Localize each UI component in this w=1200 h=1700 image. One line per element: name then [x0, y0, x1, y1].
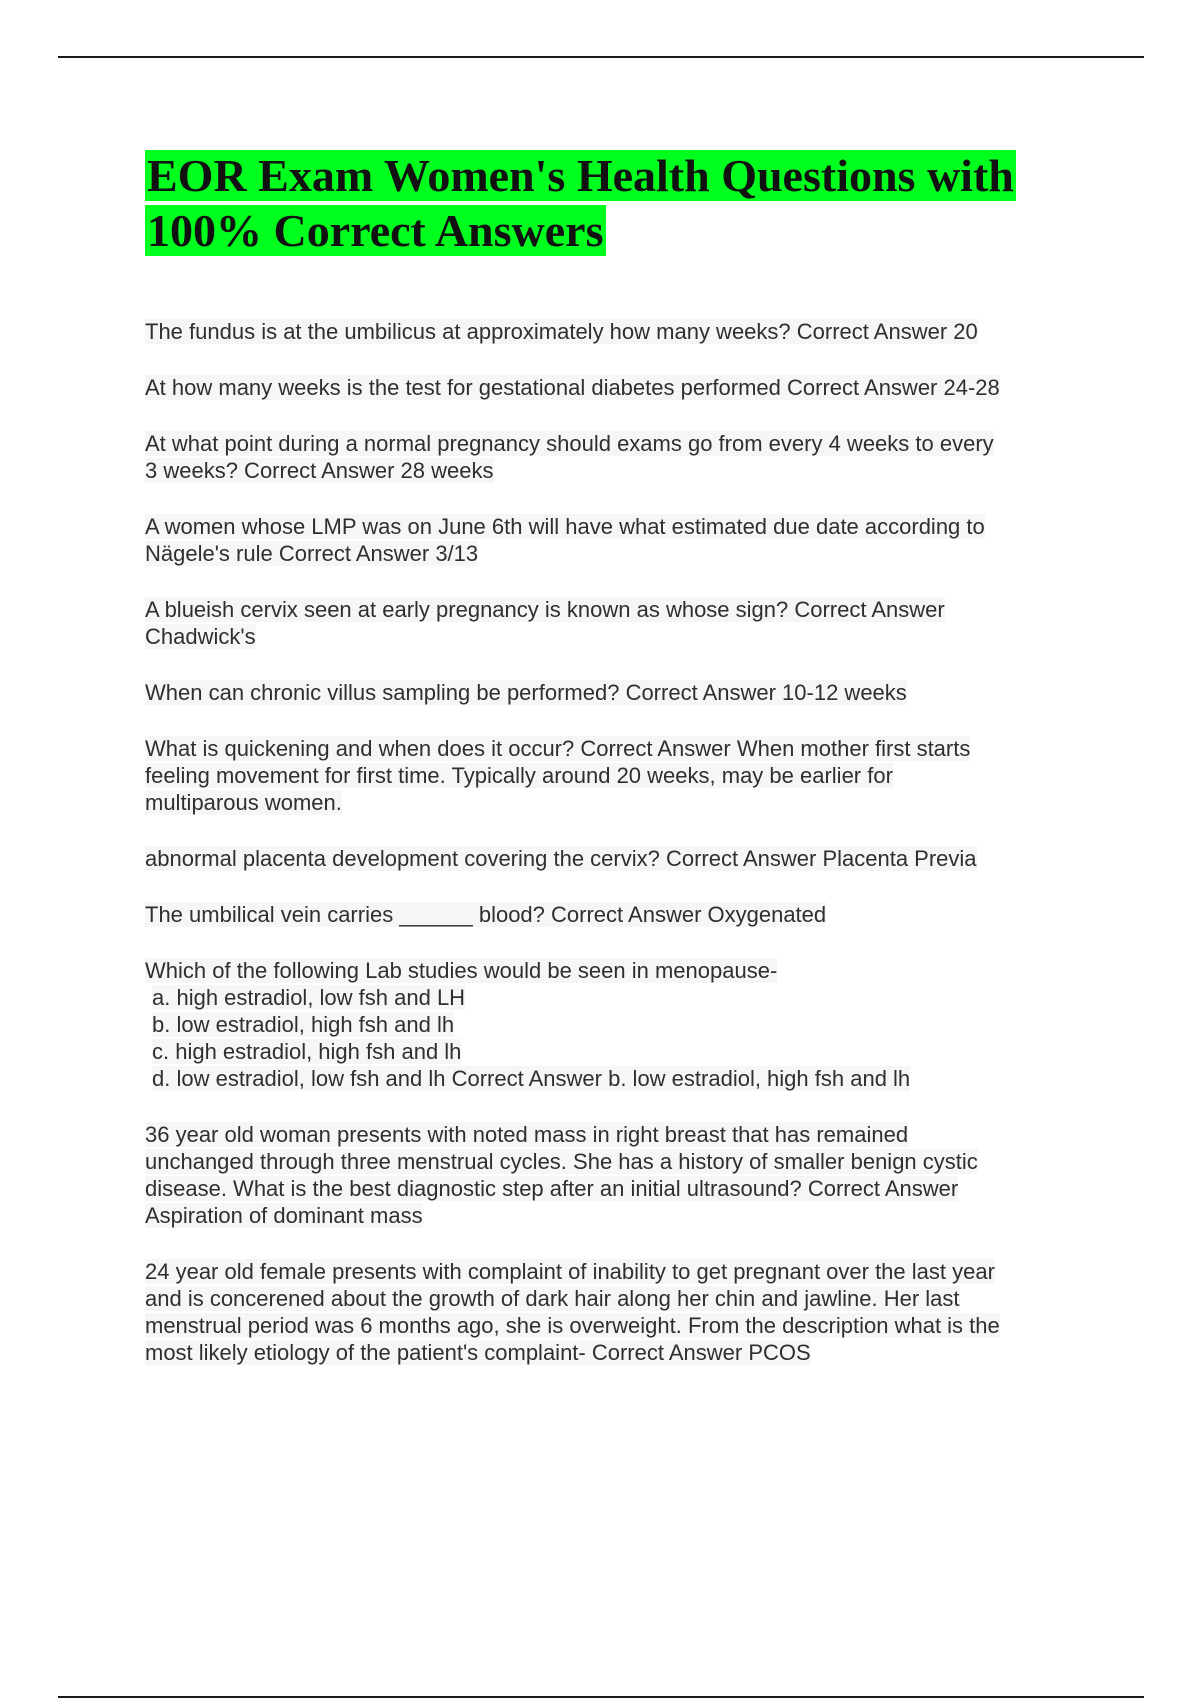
qa-text: 3 weeks? Correct Answer 28 weeks	[145, 458, 494, 483]
qa-list	[145, 318, 1095, 1366]
qa-text-line	[145, 513, 1095, 540]
answer-option-text: b. low estradiol, high fsh and lh	[152, 1012, 455, 1037]
qa-text: abnormal placenta development covering the cervix? Correct Answer Placenta Previa	[145, 846, 977, 871]
qa-text-line	[145, 1175, 1095, 1202]
document-body	[145, 148, 1095, 1395]
qa-text-line	[145, 1258, 1095, 1285]
answer-option-text: d. low estradiol, low fsh and lh Correct Answer b. low estradiol, high fsh and lh	[152, 1066, 911, 1091]
qa-text: most likely etiology of the patient's complaint- Correct Answer PCOS	[145, 1340, 811, 1365]
qa-text: When can chronic villus sampling be performed? Correct Answer 10-12 weeks	[145, 680, 907, 705]
qa-text-line	[145, 1339, 1095, 1366]
qa-item	[145, 735, 1095, 816]
qa-text: disease. What is the best diagnostic step after an initial ultrasound? Correct Answer	[145, 1176, 959, 1201]
header-rule	[58, 56, 1144, 58]
qa-item	[145, 318, 1095, 345]
qa-item	[145, 430, 1095, 484]
answer-option	[145, 1038, 1095, 1065]
qa-text: multiparous women.	[145, 790, 342, 815]
qa-text: 36 year old woman presents with noted mass in right breast that has remained	[145, 1122, 909, 1147]
qa-item	[145, 513, 1095, 567]
qa-item	[145, 957, 1095, 1092]
qa-text-line	[145, 457, 1095, 484]
qa-text: The umbilical vein carries ______ blood? Correct Answer Oxygenated	[145, 902, 827, 927]
qa-text-line	[145, 596, 1095, 623]
answer-option	[145, 1011, 1095, 1038]
answer-option-text: a. high estradiol, low fsh and LH	[152, 985, 466, 1010]
page-title	[145, 148, 1095, 258]
qa-text: and is concerened about the growth of dark hair along her chin and jawline. Her last	[145, 1286, 960, 1311]
qa-text-line	[145, 430, 1095, 457]
qa-text-line	[145, 374, 1095, 401]
footer-rule	[58, 1696, 1144, 1698]
qa-item	[145, 1121, 1095, 1229]
qa-item	[145, 596, 1095, 650]
qa-text: A blueish cervix seen at early pregnancy is known as whose sign? Correct Answer	[145, 597, 945, 622]
answer-option-text: c. high estradiol, high fsh and lh	[152, 1039, 462, 1064]
qa-text-line	[145, 957, 1095, 984]
title-line-1: EOR Exam Women's Health Questions with	[147, 150, 1014, 201]
qa-item	[145, 845, 1095, 872]
title-line-2: 100% Correct Answers	[147, 205, 604, 256]
qa-text: At what point during a normal pregnancy should exams go from every 4 weeks to every	[145, 431, 994, 456]
qa-item	[145, 1258, 1095, 1366]
qa-text: menstrual period was 6 months ago, she is overweight. From the description what is the	[145, 1313, 1000, 1338]
qa-item	[145, 901, 1095, 928]
qa-text: What is quickening and when does it occur? Correct Answer When mother first starts	[145, 736, 971, 761]
qa-text-line	[145, 735, 1095, 762]
qa-text-line	[145, 762, 1095, 789]
qa-text: Chadwick's	[145, 624, 256, 649]
qa-text: At how many weeks is the test for gestational diabetes performed Correct Answer 24-28	[145, 375, 1000, 400]
qa-text-line	[145, 1202, 1095, 1229]
qa-text: A women whose LMP was on June 6th will have what estimated due date according to	[145, 514, 985, 539]
qa-text: Nägele's rule Correct Answer 3/13	[145, 541, 479, 566]
qa-text-line	[145, 623, 1095, 650]
qa-text-line	[145, 1312, 1095, 1339]
qa-text-line	[145, 1148, 1095, 1175]
qa-text: feeling movement for first time. Typically around 20 weeks, may be earlier for	[145, 763, 893, 788]
answer-option	[145, 984, 1095, 1011]
answer-option	[145, 1065, 1095, 1092]
qa-item	[145, 374, 1095, 401]
qa-text: Aspiration of dominant mass	[145, 1203, 423, 1228]
qa-text-line	[145, 318, 1095, 345]
qa-text: unchanged through three menstrual cycles. She has a history of smaller benign cystic	[145, 1149, 978, 1174]
qa-text-line	[145, 901, 1095, 928]
qa-text-line	[145, 1121, 1095, 1148]
qa-item	[145, 679, 1095, 706]
qa-text-line	[145, 1285, 1095, 1312]
qa-text: The fundus is at the umbilicus at approximately how many weeks? Correct Answer 20	[145, 319, 978, 344]
qa-text-line	[145, 679, 1095, 706]
qa-text: 24 year old female presents with complaint of inability to get pregnant over the last year	[145, 1259, 995, 1284]
qa-text-line	[145, 845, 1095, 872]
qa-text-line	[145, 789, 1095, 816]
qa-text-line	[145, 540, 1095, 567]
qa-text: Which of the following Lab studies would be seen in menopause-	[145, 958, 778, 983]
